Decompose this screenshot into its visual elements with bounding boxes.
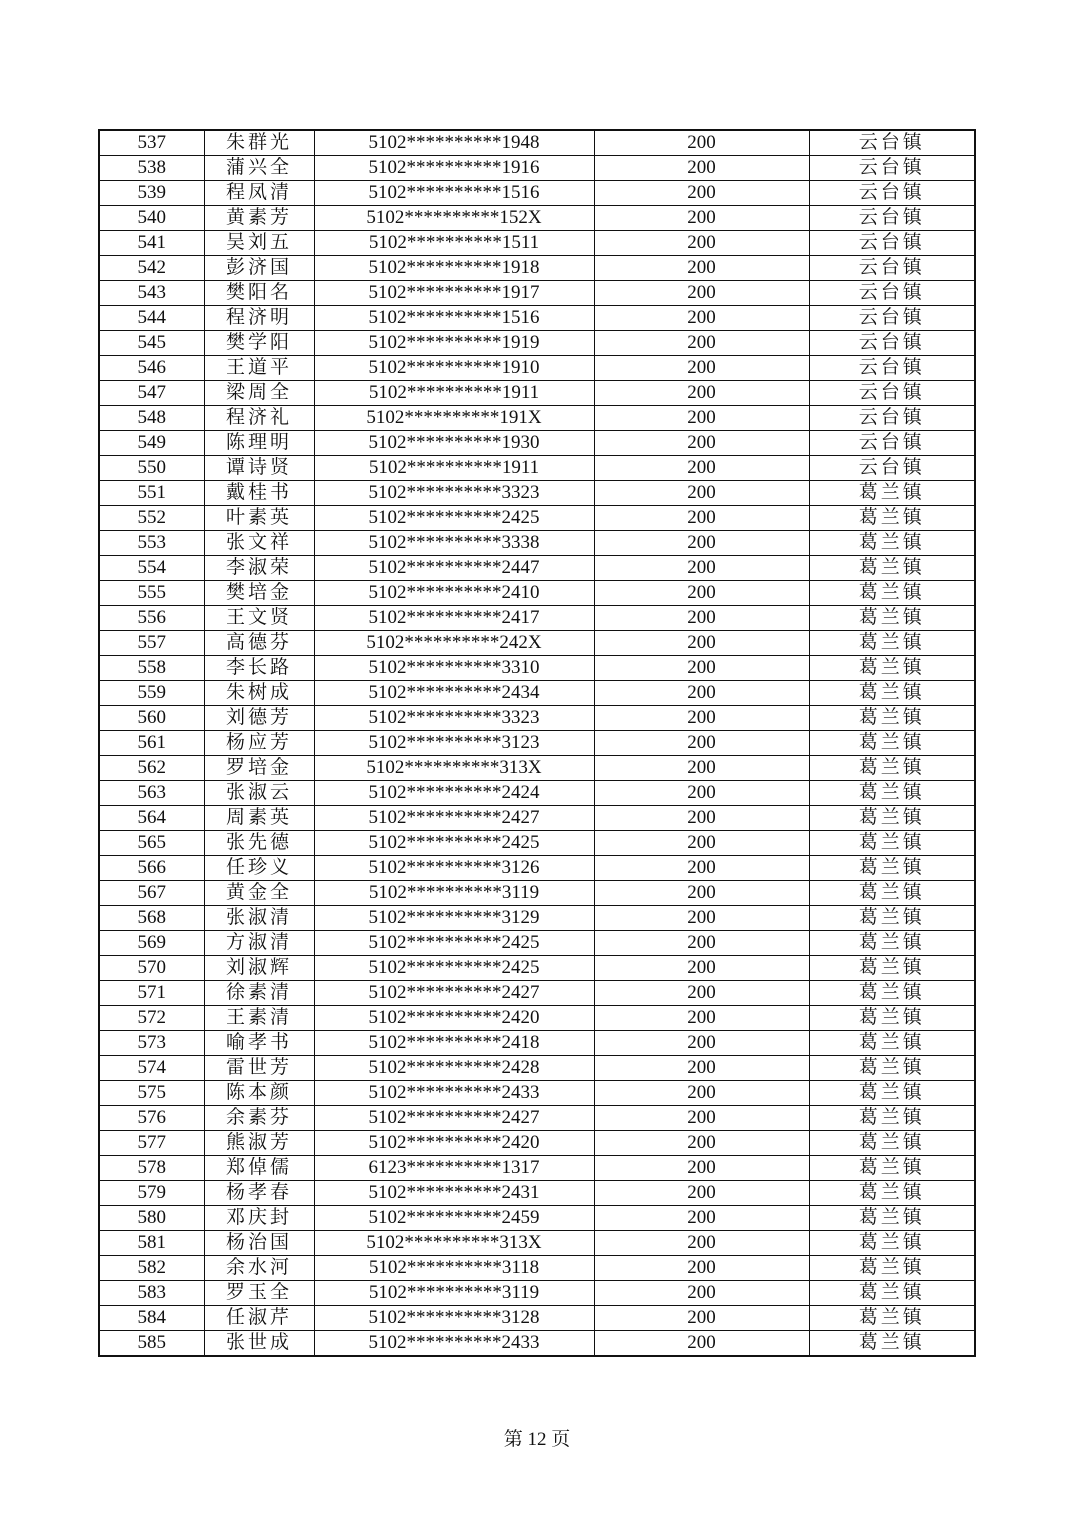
town-cell: 葛兰镇 — [809, 806, 975, 831]
amount-cell: 200 — [594, 631, 809, 656]
amount-cell: 200 — [594, 1131, 809, 1156]
name-cell: 邓庆封 — [204, 1206, 314, 1231]
row-number-cell: 540 — [99, 206, 204, 231]
table-row — [99, 1056, 975, 1081]
town-cell: 葛兰镇 — [809, 606, 975, 631]
table-row — [99, 1331, 975, 1357]
id-number-cell: 5102**********3123 — [314, 731, 594, 756]
town-cell: 葛兰镇 — [809, 731, 975, 756]
id-number-cell: 5102**********1918 — [314, 256, 594, 281]
name-cell: 王素清 — [204, 1006, 314, 1031]
id-number-cell: 5102**********242X — [314, 631, 594, 656]
name-cell: 熊淑芳 — [204, 1131, 314, 1156]
id-number-cell: 5102**********2420 — [314, 1131, 594, 1156]
page-number: 第 12 页 — [503, 1429, 571, 1450]
amount-cell: 200 — [594, 381, 809, 406]
row-number-cell: 559 — [99, 681, 204, 706]
town-cell: 葛兰镇 — [809, 706, 975, 731]
town-cell: 云台镇 — [809, 406, 975, 431]
table-row — [99, 556, 975, 581]
table-row — [99, 581, 975, 606]
amount-cell: 200 — [594, 1081, 809, 1106]
row-number-cell: 547 — [99, 381, 204, 406]
table-row — [99, 206, 975, 231]
name-cell: 梁周全 — [204, 381, 314, 406]
amount-cell: 200 — [594, 756, 809, 781]
amount-cell: 200 — [594, 681, 809, 706]
name-cell: 黄金全 — [204, 881, 314, 906]
town-cell: 葛兰镇 — [809, 656, 975, 681]
amount-cell: 200 — [594, 431, 809, 456]
town-cell: 葛兰镇 — [809, 1156, 975, 1181]
town-cell: 葛兰镇 — [809, 1331, 975, 1357]
town-cell: 葛兰镇 — [809, 1031, 975, 1056]
row-number-cell: 569 — [99, 931, 204, 956]
table-row — [99, 531, 975, 556]
name-cell: 高德芬 — [204, 631, 314, 656]
id-number-cell: 5102**********3323 — [314, 481, 594, 506]
amount-cell: 200 — [594, 1306, 809, 1331]
name-cell: 张淑清 — [204, 906, 314, 931]
row-number-cell: 585 — [99, 1331, 204, 1357]
table-row — [99, 331, 975, 356]
amount-cell: 200 — [594, 1106, 809, 1131]
name-cell: 郑倬儒 — [204, 1156, 314, 1181]
name-cell: 任淑芹 — [204, 1306, 314, 1331]
row-number-cell: 545 — [99, 331, 204, 356]
town-cell: 葛兰镇 — [809, 1131, 975, 1156]
town-cell: 葛兰镇 — [809, 1256, 975, 1281]
name-cell: 杨应芳 — [204, 731, 314, 756]
table-row — [99, 1156, 975, 1181]
row-number-cell: 581 — [99, 1231, 204, 1256]
row-number-cell: 568 — [99, 906, 204, 931]
table-row — [99, 956, 975, 981]
name-cell: 朱群光 — [204, 130, 314, 156]
row-number-cell: 541 — [99, 231, 204, 256]
table-row — [99, 156, 975, 181]
amount-cell: 200 — [594, 206, 809, 231]
id-number-cell: 5102**********3338 — [314, 531, 594, 556]
town-cell: 葛兰镇 — [809, 1181, 975, 1206]
name-cell: 程济礼 — [204, 406, 314, 431]
id-number-cell: 5102**********2427 — [314, 981, 594, 1006]
town-cell: 葛兰镇 — [809, 831, 975, 856]
name-cell: 罗培金 — [204, 756, 314, 781]
amount-cell: 200 — [594, 156, 809, 181]
row-number-cell: 564 — [99, 806, 204, 831]
id-number-cell: 5102**********1948 — [314, 130, 594, 156]
name-cell: 李长路 — [204, 656, 314, 681]
table-row — [99, 406, 975, 431]
id-number-cell: 5102**********3118 — [314, 1256, 594, 1281]
id-number-cell: 5102**********1919 — [314, 331, 594, 356]
id-number-cell: 5102**********1911 — [314, 456, 594, 481]
row-number-cell: 567 — [99, 881, 204, 906]
name-cell: 叶素英 — [204, 506, 314, 531]
table-row — [99, 1081, 975, 1106]
table-row — [99, 181, 975, 206]
table-row — [99, 881, 975, 906]
id-number-cell: 5102**********2427 — [314, 1106, 594, 1131]
name-cell: 任珍义 — [204, 856, 314, 881]
table-row — [99, 1006, 975, 1031]
amount-cell: 200 — [594, 731, 809, 756]
table-row — [99, 781, 975, 806]
id-number-cell: 5102**********3128 — [314, 1306, 594, 1331]
row-number-cell: 577 — [99, 1131, 204, 1156]
amount-cell: 200 — [594, 1331, 809, 1357]
name-cell: 刘淑辉 — [204, 956, 314, 981]
row-number-cell: 557 — [99, 631, 204, 656]
town-cell: 葛兰镇 — [809, 881, 975, 906]
row-number-cell: 563 — [99, 781, 204, 806]
id-number-cell: 5102**********2425 — [314, 956, 594, 981]
town-cell: 葛兰镇 — [809, 906, 975, 931]
row-number-cell: 565 — [99, 831, 204, 856]
id-number-cell: 5102**********3323 — [314, 706, 594, 731]
table-row — [99, 931, 975, 956]
name-cell: 戴桂书 — [204, 481, 314, 506]
row-number-cell: 576 — [99, 1106, 204, 1131]
id-number-cell: 5102**********2434 — [314, 681, 594, 706]
town-cell: 云台镇 — [809, 356, 975, 381]
table-row — [99, 356, 975, 381]
amount-cell: 200 — [594, 556, 809, 581]
amount-cell: 200 — [594, 1181, 809, 1206]
table-row — [99, 806, 975, 831]
name-cell: 程济明 — [204, 306, 314, 331]
amount-cell: 200 — [594, 806, 809, 831]
amount-cell: 200 — [594, 1231, 809, 1256]
row-number-cell: 548 — [99, 406, 204, 431]
table-row — [99, 756, 975, 781]
town-cell: 葛兰镇 — [809, 1281, 975, 1306]
table-row — [99, 1306, 975, 1331]
amount-cell: 200 — [594, 306, 809, 331]
id-number-cell: 5102**********1511 — [314, 231, 594, 256]
roster-table-body — [99, 130, 975, 1356]
row-number-cell: 570 — [99, 956, 204, 981]
id-number-cell: 5102**********2410 — [314, 581, 594, 606]
id-number-cell: 5102**********2433 — [314, 1331, 594, 1357]
amount-cell: 200 — [594, 981, 809, 1006]
table-row — [99, 681, 975, 706]
table-row — [99, 1131, 975, 1156]
row-number-cell: 555 — [99, 581, 204, 606]
id-number-cell: 5102**********1911 — [314, 381, 594, 406]
amount-cell: 200 — [594, 256, 809, 281]
row-number-cell: 558 — [99, 656, 204, 681]
name-cell: 张淑云 — [204, 781, 314, 806]
town-cell: 云台镇 — [809, 281, 975, 306]
name-cell: 方淑清 — [204, 931, 314, 956]
name-cell: 杨治国 — [204, 1231, 314, 1256]
name-cell: 张文祥 — [204, 531, 314, 556]
amount-cell: 200 — [594, 1156, 809, 1181]
id-number-cell: 5102**********1910 — [314, 356, 594, 381]
row-number-cell: 579 — [99, 1181, 204, 1206]
town-cell: 葛兰镇 — [809, 1306, 975, 1331]
name-cell: 张世成 — [204, 1331, 314, 1357]
amount-cell: 200 — [594, 656, 809, 681]
amount-cell: 200 — [594, 1056, 809, 1081]
row-number-cell: 562 — [99, 756, 204, 781]
table-row — [99, 656, 975, 681]
id-number-cell: 5102**********3126 — [314, 856, 594, 881]
name-cell: 蒲兴全 — [204, 156, 314, 181]
name-cell: 喻孝书 — [204, 1031, 314, 1056]
id-number-cell: 5102**********2417 — [314, 606, 594, 631]
row-number-cell: 582 — [99, 1256, 204, 1281]
name-cell: 张先德 — [204, 831, 314, 856]
row-number-cell: 553 — [99, 531, 204, 556]
name-cell: 谭诗贤 — [204, 456, 314, 481]
row-number-cell: 551 — [99, 481, 204, 506]
amount-cell: 200 — [594, 1206, 809, 1231]
id-number-cell: 5102**********1916 — [314, 156, 594, 181]
amount-cell: 200 — [594, 281, 809, 306]
id-number-cell: 5102**********2427 — [314, 806, 594, 831]
row-number-cell: 546 — [99, 356, 204, 381]
town-cell: 葛兰镇 — [809, 981, 975, 1006]
table-row — [99, 1031, 975, 1056]
row-number-cell: 572 — [99, 1006, 204, 1031]
town-cell: 葛兰镇 — [809, 506, 975, 531]
name-cell: 周素英 — [204, 806, 314, 831]
row-number-cell: 538 — [99, 156, 204, 181]
table-row — [99, 256, 975, 281]
amount-cell: 200 — [594, 331, 809, 356]
amount-cell: 200 — [594, 1031, 809, 1056]
table-row — [99, 831, 975, 856]
town-cell: 云台镇 — [809, 331, 975, 356]
id-number-cell: 5102**********1917 — [314, 281, 594, 306]
row-number-cell: 560 — [99, 706, 204, 731]
row-number-cell: 550 — [99, 456, 204, 481]
table-row — [99, 506, 975, 531]
amount-cell: 200 — [594, 456, 809, 481]
town-cell: 葛兰镇 — [809, 931, 975, 956]
row-number-cell: 578 — [99, 1156, 204, 1181]
name-cell: 刘德芳 — [204, 706, 314, 731]
town-cell: 葛兰镇 — [809, 581, 975, 606]
id-number-cell: 5102**********313X — [314, 756, 594, 781]
amount-cell: 200 — [594, 481, 809, 506]
id-number-cell: 5102**********2433 — [314, 1081, 594, 1106]
name-cell: 程凤清 — [204, 181, 314, 206]
id-number-cell: 5102**********2424 — [314, 781, 594, 806]
name-cell: 樊培金 — [204, 581, 314, 606]
row-number-cell: 543 — [99, 281, 204, 306]
table-row — [99, 981, 975, 1006]
table-row — [99, 431, 975, 456]
id-number-cell: 5102**********2428 — [314, 1056, 594, 1081]
amount-cell: 200 — [594, 1256, 809, 1281]
town-cell: 云台镇 — [809, 156, 975, 181]
name-cell: 余素芬 — [204, 1106, 314, 1131]
table-row — [99, 631, 975, 656]
id-number-cell: 5102**********3310 — [314, 656, 594, 681]
amount-cell: 200 — [594, 181, 809, 206]
town-cell: 云台镇 — [809, 256, 975, 281]
amount-cell: 200 — [594, 931, 809, 956]
row-number-cell: 583 — [99, 1281, 204, 1306]
id-number-cell: 5102**********3129 — [314, 906, 594, 931]
table-row — [99, 906, 975, 931]
name-cell: 黄素芳 — [204, 206, 314, 231]
name-cell: 陈理明 — [204, 431, 314, 456]
id-number-cell: 5102**********2418 — [314, 1031, 594, 1056]
id-number-cell: 6123**********1317 — [314, 1156, 594, 1181]
table-row — [99, 856, 975, 881]
row-number-cell: 573 — [99, 1031, 204, 1056]
row-number-cell: 544 — [99, 306, 204, 331]
id-number-cell: 5102**********3119 — [314, 881, 594, 906]
id-number-cell: 5102**********2425 — [314, 931, 594, 956]
amount-cell: 200 — [594, 781, 809, 806]
amount-cell: 200 — [594, 231, 809, 256]
name-cell: 陈本颜 — [204, 1081, 314, 1106]
name-cell: 王文贤 — [204, 606, 314, 631]
id-number-cell: 5102**********191X — [314, 406, 594, 431]
town-cell: 葛兰镇 — [809, 856, 975, 881]
amount-cell: 200 — [594, 906, 809, 931]
row-number-cell: 556 — [99, 606, 204, 631]
row-number-cell: 580 — [99, 1206, 204, 1231]
name-cell: 樊学阳 — [204, 331, 314, 356]
amount-cell: 200 — [594, 606, 809, 631]
town-cell: 云台镇 — [809, 456, 975, 481]
roster-table — [98, 129, 976, 1357]
row-number-cell: 552 — [99, 506, 204, 531]
town-cell: 云台镇 — [809, 431, 975, 456]
id-number-cell: 5102**********2431 — [314, 1181, 594, 1206]
row-number-cell: 571 — [99, 981, 204, 1006]
table-row — [99, 706, 975, 731]
amount-cell: 200 — [594, 881, 809, 906]
row-number-cell: 561 — [99, 731, 204, 756]
name-cell: 杨孝春 — [204, 1181, 314, 1206]
town-cell: 云台镇 — [809, 231, 975, 256]
town-cell: 葛兰镇 — [809, 1106, 975, 1131]
row-number-cell: 539 — [99, 181, 204, 206]
row-number-cell: 575 — [99, 1081, 204, 1106]
town-cell: 葛兰镇 — [809, 1206, 975, 1231]
name-cell: 樊阳名 — [204, 281, 314, 306]
row-number-cell: 574 — [99, 1056, 204, 1081]
table-row — [99, 481, 975, 506]
table-row — [99, 456, 975, 481]
table-row — [99, 306, 975, 331]
name-cell: 雷世芳 — [204, 1056, 314, 1081]
id-number-cell: 5102**********2425 — [314, 831, 594, 856]
town-cell: 葛兰镇 — [809, 481, 975, 506]
town-cell: 云台镇 — [809, 130, 975, 156]
amount-cell: 200 — [594, 406, 809, 431]
town-cell: 葛兰镇 — [809, 1231, 975, 1256]
town-cell: 葛兰镇 — [809, 1006, 975, 1031]
table-row — [99, 231, 975, 256]
town-cell: 葛兰镇 — [809, 756, 975, 781]
id-number-cell: 5102**********2447 — [314, 556, 594, 581]
table-row — [99, 731, 975, 756]
name-cell: 徐素清 — [204, 981, 314, 1006]
table-row — [99, 1206, 975, 1231]
id-number-cell: 5102**********1516 — [314, 306, 594, 331]
town-cell: 葛兰镇 — [809, 631, 975, 656]
town-cell: 葛兰镇 — [809, 531, 975, 556]
amount-cell: 200 — [594, 356, 809, 381]
id-number-cell: 5102**********152X — [314, 206, 594, 231]
table-row — [99, 606, 975, 631]
town-cell: 葛兰镇 — [809, 1056, 975, 1081]
amount-cell: 200 — [594, 1006, 809, 1031]
table-row — [99, 130, 975, 156]
amount-cell: 200 — [594, 1281, 809, 1306]
row-number-cell: 566 — [99, 856, 204, 881]
table-row — [99, 1256, 975, 1281]
id-number-cell: 5102**********2425 — [314, 506, 594, 531]
table-row — [99, 381, 975, 406]
name-cell: 余水河 — [204, 1256, 314, 1281]
town-cell: 葛兰镇 — [809, 781, 975, 806]
town-cell: 云台镇 — [809, 306, 975, 331]
table-row — [99, 1106, 975, 1131]
name-cell: 李淑荣 — [204, 556, 314, 581]
town-cell: 云台镇 — [809, 181, 975, 206]
id-number-cell: 5102**********2420 — [314, 1006, 594, 1031]
table-row — [99, 1181, 975, 1206]
amount-cell: 200 — [594, 856, 809, 881]
amount-cell: 200 — [594, 130, 809, 156]
town-cell: 葛兰镇 — [809, 681, 975, 706]
table-row — [99, 281, 975, 306]
name-cell: 朱树成 — [204, 681, 314, 706]
row-number-cell: 537 — [99, 130, 204, 156]
row-number-cell: 584 — [99, 1306, 204, 1331]
amount-cell: 200 — [594, 531, 809, 556]
name-cell: 彭济国 — [204, 256, 314, 281]
town-cell: 葛兰镇 — [809, 1081, 975, 1106]
amount-cell: 200 — [594, 831, 809, 856]
table-row — [99, 1231, 975, 1256]
id-number-cell: 5102**********2459 — [314, 1206, 594, 1231]
town-cell: 云台镇 — [809, 381, 975, 406]
row-number-cell: 554 — [99, 556, 204, 581]
id-number-cell: 5102**********313X — [314, 1231, 594, 1256]
id-number-cell: 5102**********1516 — [314, 181, 594, 206]
id-number-cell: 5102**********1930 — [314, 431, 594, 456]
name-cell: 吴刘五 — [204, 231, 314, 256]
name-cell: 罗玉全 — [204, 1281, 314, 1306]
row-number-cell: 549 — [99, 431, 204, 456]
amount-cell: 200 — [594, 581, 809, 606]
amount-cell: 200 — [594, 956, 809, 981]
amount-cell: 200 — [594, 506, 809, 531]
row-number-cell: 542 — [99, 256, 204, 281]
name-cell: 王道平 — [204, 356, 314, 381]
town-cell: 云台镇 — [809, 206, 975, 231]
id-number-cell: 5102**********3119 — [314, 1281, 594, 1306]
amount-cell: 200 — [594, 706, 809, 731]
town-cell: 葛兰镇 — [809, 556, 975, 581]
town-cell: 葛兰镇 — [809, 956, 975, 981]
table-row — [99, 1281, 975, 1306]
